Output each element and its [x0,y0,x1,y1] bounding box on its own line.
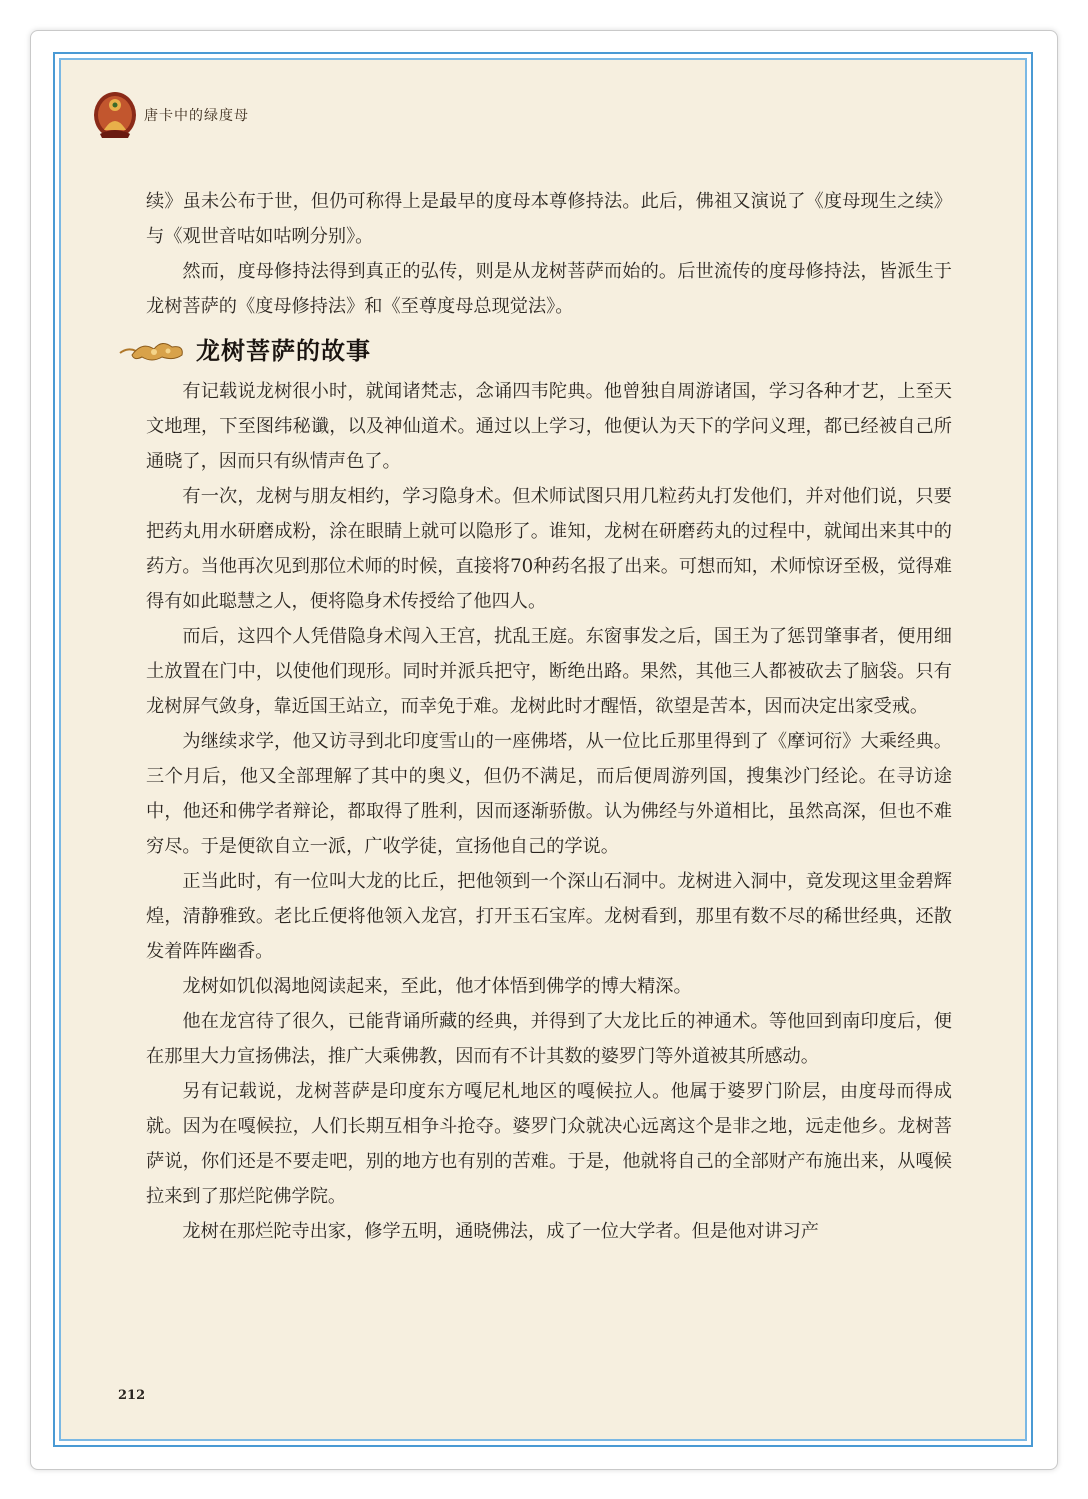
section-title: 龙树菩萨的故事 [196,335,371,365]
paragraph: 续》虽未公布于世，但仍可称得上是最早的度母本尊修持法。此后，佛祖又演说了《度母现生之续》与《观世音咕如咕咧分别》。 [146,191,952,247]
paragraph: 龙树在那烂陀寺出家，修学五明，通晓佛法，成了一位大学者。但是他对讲习产 [182,1221,819,1242]
paragraph: 而后，这四个人凭借隐身术闯入王宫，扰乱王庭。东窗事发之后，国王为了惩罚肇事者，便用细土放置在门中，以使他们现形。同时并派兵把守，断绝出路。果然，其他三人都被砍去了脑袋。只有龙树屏气敛身，靠近国王站立，而幸免于难。龙树此时才醒悟，欲望是苦本，因而决定出家受戒。 [146,626,952,717]
tara-emblem-icon [92,90,138,140]
paragraph: 有记载说龙树很小时，就闻诸梵志，念诵四韦陀典。他曾独自周游诸国，学习各种才艺，上至天文地理，下至图纬秘谶，以及神仙道术。通过以上学习，他便认为天下的学问义理，都已经被自己所通晓了，因而只有纵情声色了。 [146,381,952,472]
paragraph: 然而，度母修持法得到真正的弘传，则是从龙树菩萨而始的。后世流传的度母修持法，皆派生于龙树菩萨的《度母修持法》和《至尊度母总现觉法》。 [146,261,952,317]
body-text [146,184,952,1249]
header-title: 唐卡中的绿度母 [144,108,249,124]
paragraph: 他在龙宫待了很久，已能背诵所藏的经典，并得到了大龙比丘的神通术。等他回到南印度后，便在那里大力宣扬佛法，推广大乘佛教，因而有不计其数的婆罗门等外道被其所感动。 [146,1011,952,1067]
paragraph: 另有记载说，龙树菩萨是印度东方嘎尼札地区的嘎候拉人。他属于婆罗门阶层，由度母而得成就。因为在嘎候拉，人们长期互相争斗抢夺。婆罗门众就决心远离这个是非之地，远走他乡。龙树菩萨说，你们还是不要走吧，别的地方也有别的苦难。于是，他就将自己的全部财产布施出来，从嘎候拉来到了那烂陀佛学院。 [146,1081,952,1207]
paragraph: 为继续求学，他又访寻到北印度雪山的一座佛塔，从一位比丘那里得到了《摩诃衍》大乘经典。三个月后，他又全部理解了其中的奥义，但仍不满足，而后便周游列国，搜集沙门经论。在寻访途中，他还和佛学者辩论，都取得了胜利，因而逐渐骄傲。认为佛经与外道相比，虽然高深，但也不难穷尽。于是便欲自立一派，广收学徒，宣扬他自己的学说。 [146,731,952,857]
page-number: 212 [118,1388,146,1403]
paragraph: 正当此时，有一位叫大龙的比丘，把他领到一个深山石洞中。龙树进入洞中，竟发现这里金碧辉煌，清静雅致。老比丘便将他领入龙宫，打开玉石宝库。龙树看到，那里有数不尽的稀世经典，还散发着阵阵幽香。 [146,871,952,962]
section-heading [118,328,952,372]
paragraph: 龙树如饥似渴地阅读起来，至此，他才体悟到佛学的博大精深。 [182,976,692,997]
running-header [92,90,249,140]
paragraph: 有一次，龙树与朋友相约，学习隐身术。但术师试图只用几粒药丸打发他们，并对他们说，只要把药丸用水研磨成粉，涂在眼睛上就可以隐形了。谁知，龙树在研磨药丸的过程中，就闻出来其中的药方。当他再次见到那位术师的时候，直接将70种药名报了出来。可想而知，术师惊讶至极，觉得难得有如此聪慧之人，便将隐身术传授给了他四人。 [146,486,952,612]
cloud-ornament-icon [118,337,190,363]
